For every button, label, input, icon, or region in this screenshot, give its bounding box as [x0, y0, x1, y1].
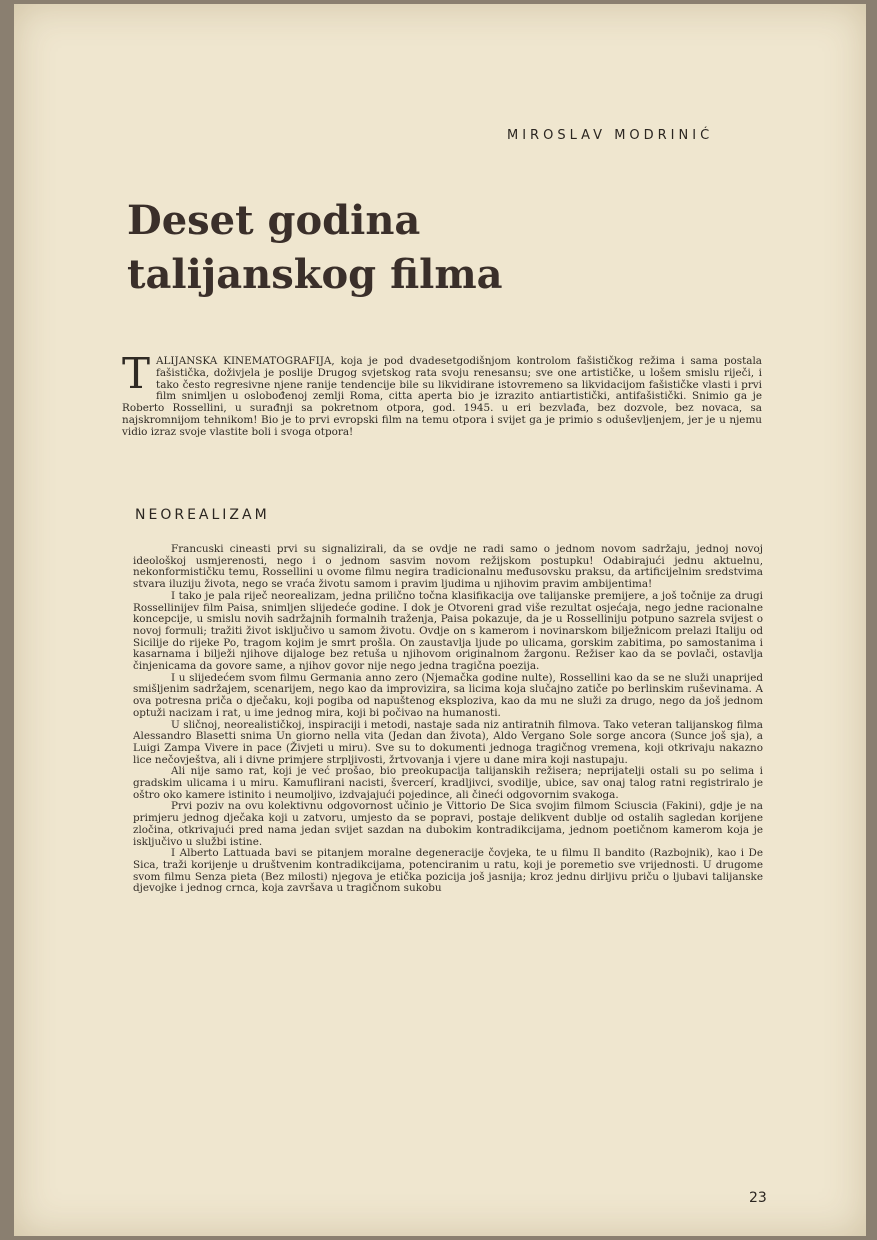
article-title: Deset godina talijanskog filma [127, 197, 503, 298]
article-body [133, 544, 763, 1216]
body-paragraph: Ali nije samo rat, koji je već prošao, bio preokupacija talijanskih režisera; neprijatelji ostali su po selima i gradskim ulicama i u miru. Kamuflirani nacisti, švercerí, kradljivci, svodilje, ubice, sav onaj talog ratni registriralo je oštro oko kamere istinito i neumoljivo, izdvajajući pojedince, ali čineći odgovornim svakoga. [133, 765, 763, 801]
body-paragraph: I tako je pala riječ neorealizam, jedna prilično točna klasifikacija ove talijanske premijere, a još točnije za drugi Rossellinijev film Paisa, snimljen slijedeće godine. I dok je Otvoreni grad više rezultat osjećaja, nego jedne racionalne koncepcije, u smislu novih sadržajnih formalnih traženja, Paisa pokazuje, da je u Rosselliniju potpuno sazrela svijest o novoj formuli; tražiti život isključivo u samom životu. Ovdje on s kamerom i novinarskom bilježnicom prelazi Italiju od Sicilije do rijeke Po, tragom kojim je smrt prošla. On zaustavlja ljude po ulicama, gorskim zabitima, po samostanima i kasarnama i bilježi njihove dijaloge bez retuša u njihovom originalnom žargonu. Režiser kao da se povlači, ostavlja činjenicama da govore same, a njihov govor nije nego jedna tragična poezija. [133, 589, 763, 673]
body-paragraph: Francuski cineasti prvi su signalizirali, da se ovdje ne radi samo o jednom novom sadržaju, jednoj novoj ideološkoj usmjerenosti, nego i o jednom sasvim novom režijskom postupku! Odabirajući jednu aktuelnu, nekonformističku temu, Rossellini u ovome filmu negira tradicionalnu međusovsku praksu, da artificijelnim sredstvima stvara iluziju života, nego se vraća životu samom i pravim ljudima u njihovim pravim ambijentima! [133, 544, 763, 591]
drop-cap: T [122, 349, 151, 398]
body-paragraph: I Alberto Lattuada bavi se pitanjem moralne degeneracije čovjeka, te u filmu Il bandito (Razbojnik), kao i De Sica, traži korijenje u društvenim kontradikcijama, potenciranim u ratu, koji je poremetio sve vrijednosti. U drugome svom filmu Senza pieta (Bez milosti) njegova je etička pozicija još jasnija; kroz jednu dirljivu priču o ljubavi talijanske djevojke i jednog crnca, koja završava u tragičnom sukobu [133, 847, 763, 895]
intro-text: ALIJANSKA KINEMATOGRAFIJA, koja je pod dvadesetgodišnjom kontrolom fašističkog režima i sama postala fašistička, doživjela je poslije Drugog svjetskog rata svoju renesansu; sve one artističke, u lošem smislu riječi, i tako često regresivne njene ranije tendencije bile su likvidirane istovremeno sa likvidacijom fašističke vlasti i prvi film snimljen u oslobođenoj zemlji Roma, citta aperta bio je izrazito antiartistički, antifašistički. Snimio ga je Roberto Rossellini, u surađnji sa pokretnom otpora, god. 1945. u eri bezvlađa, bez dozvole, bez novaca, sa najskromnijom tehnikom! Bio je to prvi evropski film na temu otpora i svijet ga je primio s oduševljenjem, jer je u njemu vidio izraz svoje vlastite boli i svoga otpora! [122, 355, 762, 438]
page-number: 23 [749, 1190, 767, 1206]
body-paragraph: Prvi poziv na ovu kolektivnu odgovornost učinio je Vittorio De Sica svojim filmom Sciuscia (Fakini), gdje je na primjeru jednog dječaka koji u zatvoru, umjesto da se popravi, postaje delikvent dublje od ostalih sagledan korijene zločina, otkrivajući pred nama jedan svijet sazdan na dubokim kontradikcijama, jednom poetičnom kamerom koja je isključivo u službi istine. [133, 800, 763, 848]
intro-paragraph [122, 349, 762, 439]
body-paragraph: I u slijedećem svom filmu Germania anno zero (Njemačka godine nulte), Rossellini kao da se ne služi unaprijed smišljenim sadržajem, scenarijem, nego kao da improvizira, sa licima koja slučajno zatiče po berlinskim ruševinama. A ova potresna priča o dječaku, koji pogiba od napuštenog eksploziva, kao da mu ne služi za drugo, nego da još jednom optuži nacizam i rat, u ime jednog mira, koji bi počivao na humanosti. [133, 671, 763, 719]
book-page [14, 4, 866, 1236]
section-heading: NEOREALIZAM [135, 507, 270, 523]
author-name: MIROSLAV MODRINIĆ [507, 128, 714, 143]
body-paragraph: U sličnoj, neorealističkoj, inspiraciji i metodi, nastaje sada niz antiratnih filmova. Tako veteran talijanskog filma Alessandro Blasetti snima Un giorno nella vita (Jedan dan života), Aldo Vergano Sole sorge ancora (Sunce još sja), a Luigi Zampa Vivere in pace (Živjeti u miru). Sve su to dokumenti jednoga tragičnog vremena, koji otkrivaju nakazno lice nečovještva, ali i divne primjere strpljivosti, žrtvovanja i vjere u dane mira koji nastupaju. [133, 718, 763, 766]
